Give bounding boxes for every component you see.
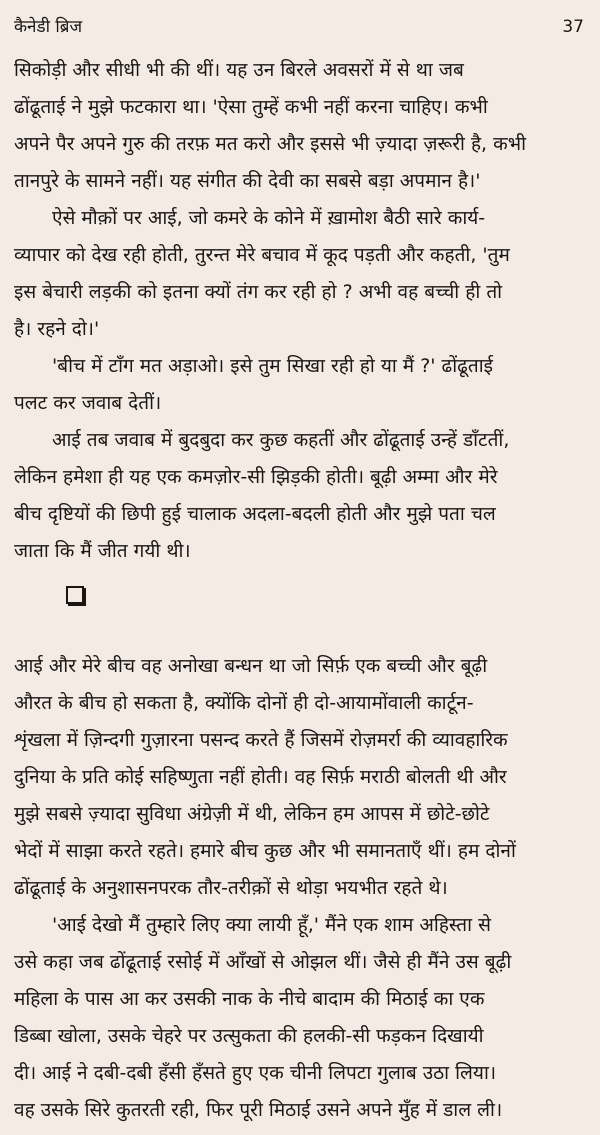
text-line: शृंखला में ज़िन्दगी गुज़ारना पसन्द करते हैं जिसमें रोज़मर्रा की व्यावहारिक	[14, 729, 508, 751]
text-line: औरत के बीच हो सकता है, क्योंकि दोनों ही दो-आयामोंवाली कार्टून-	[14, 692, 474, 714]
text-line: दुनिया के प्रति कोई सहिष्णुता नहीं होती। वह सिर्फ़ मराठी बोलती थी और	[14, 766, 507, 788]
text-line: इस बेचारी लड़की को इतना क्यों तंग कर रही हो ? अभी वह बच्ची ही तो	[14, 281, 503, 303]
page-number: 37	[562, 17, 584, 37]
text-line: 'बीच में टाँग मत अड़ाओ। इसे तुम सिखा रही हो या मैं ?' ढोंढूताई	[52, 355, 493, 377]
text-line: उसे कहा जब ढोंढूताई रसोई में आँखों से ओझल थीं। जैसे ही मैंने उस बूढ़ी	[14, 951, 512, 973]
text-line: अपने पैर अपने गुरु की तरफ़ मत करो और इससे भी ज़्यादा ज़रूरी है, कभी	[14, 133, 526, 155]
text-line: 'आई देखो मैं तुम्हारे लिए क्या लायी हूँ,' मैंने एक शाम अहिस्ता से	[52, 914, 491, 936]
paragraph	[14, 200, 586, 348]
section-break-box-icon	[66, 586, 84, 604]
text-line: बीच दृष्टियों की छिपी हुई चालाक अदला-बदली होती और मुझे पता चल	[14, 503, 496, 525]
text-line: डिब्बा खोला, उसके चेहरे पर उत्सुकता की हलकी-सी फड़कन दिखायी	[14, 1025, 484, 1047]
text-line: आई तब जवाब में बुदबुदा कर कुछ कहतीं और ढोंढूताई उन्हें डाँटतीं,	[52, 429, 510, 451]
text-line: महिला के पास आ कर उसकी नाक के नीचे बादाम की मिठाई का एक	[14, 988, 485, 1010]
text-line: आई और मेरे बीच वह अनोखा बन्धन था जो सिर्फ़ एक बच्ची और बूढ़ी	[14, 655, 488, 677]
text-line: ढोंढूताई के अनुशासनपरक तौर-तरीक़ों से थोड़ा भयभीत रहते थे।	[14, 877, 448, 899]
section-2	[14, 648, 586, 1129]
text-line: ढोंढूताई ने मुझे फटकारा था। 'ऐसा तुम्हें कभी नहीं करना चाहिए। कभी	[14, 96, 488, 118]
page-header	[14, 14, 586, 52]
text-line: व्यापार को देख रही होती, तुरन्त मेरे बचाव में कूद पड़ती और कहती, 'तुम	[14, 244, 510, 266]
running-title: कैनेडी ब्रिज	[14, 17, 83, 37]
text-line: मुझे सबसे ज़्यादा सुविधा अंग्रेज़ी में थी, लेकिन हम आपस में छोटे-छोटे	[14, 803, 490, 825]
section-1	[14, 52, 586, 570]
text-line: लेकिन हमेशा ही यह एक कमज़ोर-सी झिड़की होती। बूढ़ी अम्मा और मेरे	[14, 466, 498, 488]
paragraph	[14, 648, 586, 907]
text-line: दी। आई ने दबी-दबी हँसी हँसते हुए एक चीनी लिपटा गुलाब उठा लिया।	[14, 1062, 497, 1084]
text-line: ऐसे मौक़ों पर आई, जो कमरे के कोने में ख़ामोश बैठी सारे कार्य-	[52, 207, 486, 229]
text-line: जाता कि मैं जीत गयी थी।	[14, 540, 191, 562]
section-break	[14, 586, 586, 648]
text-line: सिकोड़ी और सीधी भी की थीं। यह उन बिरले अवसरों में से था जब	[14, 59, 464, 81]
paragraph	[14, 52, 586, 200]
text-line: है। रहने दो।'	[14, 318, 100, 340]
paragraph	[14, 422, 586, 570]
paragraph	[14, 907, 586, 1129]
text-line: तानपुरे के सामने नहीं। यह संगीत की देवी का सबसे बड़ा अपमान है।'	[14, 170, 481, 192]
text-line: पलट कर जवाब देतीं।	[14, 392, 162, 414]
text-line: भेदों में साझा करते रहते। हमारे बीच कुछ और भी समानताएँ थीं। हम दोनों	[14, 840, 516, 862]
text-line: वह उसके सिरे कुतरती रही, फिर पूरी मिठाई उसने अपने मुँह में डाल ली।	[14, 1099, 503, 1121]
paragraph	[14, 348, 586, 422]
